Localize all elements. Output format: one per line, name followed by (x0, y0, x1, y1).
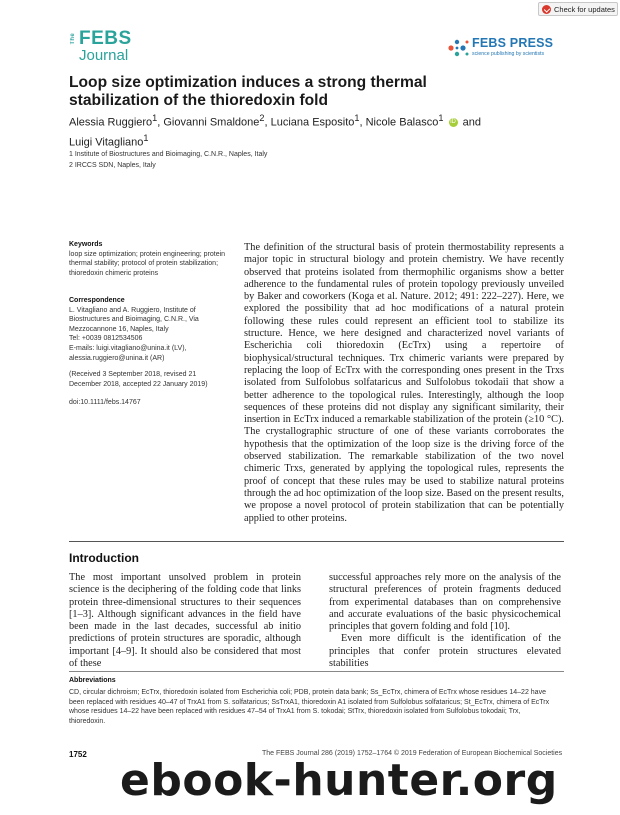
introduction-paragraph: Even more difficult is the identification of the principles that confer protein structures elevated stabilities (329, 633, 561, 670)
author-name[interactable]: Luciana Esposito (270, 116, 355, 129)
affiliation-sup: 2 (259, 113, 265, 123)
abbreviations-text: CD, circular dichroism; EcTrx, thioredoxin isolated from Escherichia coli; PDB, protein data bank; Ss_EcTrx, chimera of EcTrx whose residues 14–22 have been replaced with residues 40–47 of TrxA1 from S. solfataricus; SsTrxA1, thioredoxin A1 isolated from Sulfolobus solfataricus; St_EcTrx, chimera of EcTrx whose residues 14–22 have been replaced with residues 47–54 of TrxA1 from S. tokodai; StTrx, thioredoxin isolated from Sulfolobus tokodaii; Trx, thioredoxin. (69, 689, 550, 725)
author-and: and (462, 116, 481, 129)
footer-citation: The FEBS Journal 286 (2019) 1752–1764 © 2019 Federation of European Biochemical Societies (262, 750, 563, 757)
check-for-updates-button[interactable] (538, 2, 618, 16)
abbreviations-divider (69, 671, 564, 672)
affiliation-1: 1 Institute of Biostructures and Bioimaging, C.N.R., Naples, Italy (69, 151, 268, 158)
introduction-column-2 (329, 572, 561, 670)
correspondence-heading: Correspondence (69, 297, 125, 304)
keywords-heading: Keywords (69, 241, 103, 248)
received-dates: (Received 3 September 2018, revised 21 December 2018, accepted 22 January 2019) (69, 371, 208, 388)
author-separator: , (157, 116, 164, 129)
author-list (69, 111, 539, 150)
doi-link[interactable]: doi:10.1111/febs.14767 (69, 399, 141, 406)
correspondence-line: Mezzocannone 16, Naples, Italy (69, 325, 169, 333)
introduction-column-1 (69, 572, 301, 670)
author-separator: , (359, 116, 366, 129)
correspondence-email[interactable]: E-mails: luigi.vitagliano@unina.it (LV), (69, 344, 187, 352)
correspondence-email[interactable]: alessia.ruggiero@unina.it (AR) (69, 354, 165, 362)
correspondence-section (69, 296, 229, 363)
watermark: ebook-hunter.org (120, 755, 558, 806)
journal-logo (70, 30, 138, 68)
introduction-heading: Introduction (69, 551, 139, 565)
correspondence-line: Biostructures and Bioimaging, C.N.R., Via (69, 316, 199, 324)
affiliation-2: 2 IRCCS SDN, Naples, Italy (69, 162, 156, 169)
journal-logo-the: The (70, 33, 76, 45)
section-divider (69, 541, 564, 542)
publisher-tagline: science publishing by scientists (472, 51, 545, 57)
affiliation-sup: 1 (152, 113, 158, 123)
journal-logo-journal: Journal (79, 47, 129, 64)
journal-logo-febs: FEBS (79, 28, 132, 49)
check-updates-icon (542, 5, 551, 14)
author-name[interactable]: Giovanni Smaldone (163, 116, 260, 129)
author-name[interactable]: Nicole Balasco (365, 116, 439, 129)
abstract-text: The definition of the structural basis of protein thermostability represents a major topic in structural biology and protein chemistry. We have recently observed that proteins isolated from thermophilic organisms show a better adherence to the fundamental rules of protein topology previously unveiled by Baker and coworkers (Koga et al. Nature. 2012; 491: 222–227). Here, we explored the possibility that ad hoc modifications of a natural protein following these rules could represent an efficient tool to stabilize its structure. Hence, we here designed and characterized novel variants of Escherichia coli thioredoxin (EcTrx) using a repertoire of biophysical/structural techniques. Trx chimeric variants were prepared by replacing the loop of EcTrx with the corresponding ones present in the Trxs isolated from Sulfolobus solfataricus and Sulfolobus tokodaii that show a better adherence to the topological rules. Interestingly, although the loop sequences of these proteins did not display any significant similarity, their insertion in EcTrx induced a remarkable stabilization of the protein (≥10 °C). The crystallographic structure of one of these variants corroborates the hypothesis that the optimization of the loop size is the driving force of the observed stabilization. The remarkable stabilization of the two novel chimeric Trxs, generated by applying the topological rules, represents the proof of concept that these rules may be used to stabilize natural proteins through the ad hoc optimization of the loop size. Based on the present results, we propose a novel protocol of protein stabilization that can be potentially applied to other proteins. (244, 242, 564, 524)
molecule-icon (447, 38, 469, 58)
correspondence-line: L. Vitagliano and A. Ruggiero, Institute of (69, 306, 196, 314)
keywords-text: loop size optimization; protein engineering; protein thermal stability; protocol of protein stabilization; thioredoxin chimeric proteins (69, 250, 226, 277)
check-updates-label: Check for updates (554, 4, 615, 14)
abbreviations-heading: Abbreviations (69, 677, 116, 684)
affiliation-sup: 1 (354, 113, 360, 123)
orcid-icon[interactable]: iD (450, 119, 456, 126)
article-title: Loop size optimization induces a strong thermal stabilization of the thioredoxin fold (69, 74, 427, 109)
page-number: 1752 (69, 750, 87, 759)
publisher-logo (447, 36, 557, 62)
author-separator: , (264, 116, 271, 129)
publisher-name: FEBS PRESS (472, 36, 554, 50)
introduction-paragraph: The most important unsolved problem in protein science is the deciphering of the folding code that links protein three-dimensional structures to their sequences [1–3]. Although significant advances in the field have been made in the last decades, successful ab initio predictions of protein structures are sporadic, although important [4–9]. It should also be considered that most of these (69, 572, 301, 670)
affiliation-sup: 1 (438, 113, 444, 123)
keywords-section (69, 240, 229, 278)
affiliation-sup: 1 (143, 132, 149, 143)
introduction-paragraph: successful approaches rely more on the analysis of the structural preferences of protein fragments deduced from experimental databases than on comprehensive and accurate evaluations of the basic physicochemical principles that govern folding and fold [10]. (329, 572, 561, 633)
correspondence-line: Tel: +0039 0812534506 (69, 335, 143, 343)
author-name[interactable]: Luigi Vitagliano (69, 136, 144, 149)
author-name[interactable]: Alessia Ruggiero (69, 116, 153, 129)
